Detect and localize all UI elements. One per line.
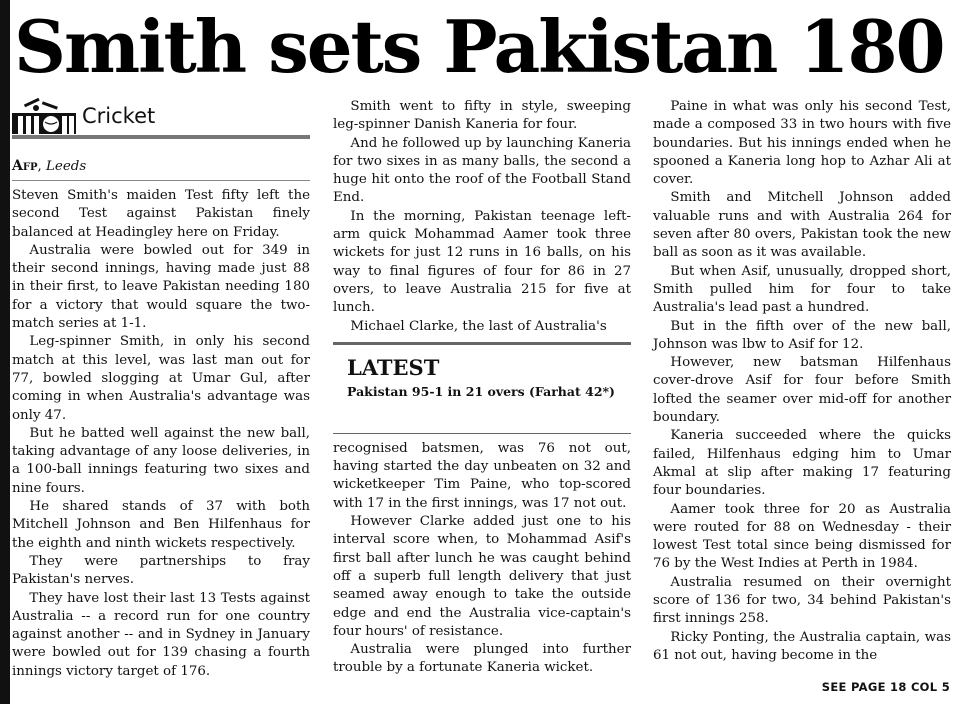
cricket-stumps-icon	[12, 98, 76, 134]
paragraph: Michael Clarke, the last of Australia's	[350, 318, 607, 334]
latest-score-box	[333, 342, 631, 434]
paragraph: Aamer took three for 20 as Australia were routed for 88 on Wednesday - their lowest Test total since being dismissed for 76 by the West Indies at Perth in 1984.	[653, 501, 951, 572]
paragraph: But in the fifth over of the new ball, Johnson was lbw to Asif for 12.	[653, 318, 951, 352]
headline: Smith sets Pakistan 180	[14, 4, 944, 89]
byline-rule	[12, 180, 310, 181]
section-label: Cricket	[82, 103, 156, 128]
paragraph: Leg-spinner Smith, in only his second match at this level, was last man out for 77, bowled slogging at Umar Gul, after coming in when Australia's advantage was only 47.	[12, 334, 310, 423]
paragraph: Steven Smith's maiden Test fifty left the second Test against Pakistan finely balanced at Headingley here on Friday.	[12, 188, 310, 240]
paragraph: He shared stands of 37 with both Mitchell Johnson and Ben Hilfenhaus for the eighth and ninth wickets respectively.	[12, 499, 310, 551]
paragraph: Smith went to fifty in style, sweeping leg-spinner Danish Kaneria for four.	[333, 99, 631, 133]
paragraph: However Clarke added just one to his interval score when, to Mohammad Asif's first ball after lunch he was caught behind off a superb full length delivery that just seamed away enough to take the outside edge and end the Australia vice-captain's four hours' of resistance.	[333, 514, 631, 639]
paragraph: Ricky Ponting, the Australia captain, was 61 not out, having become in the	[653, 629, 951, 663]
latest-score-text: Pakistan 95-1 in 21 overs (Farhat 42*)	[347, 383, 615, 399]
paragraph: Australia resumed on their overnight score of 136 for two, 34 behind Pakistan's first innings 258.	[653, 574, 951, 627]
paragraph: They have lost their last 13 Tests against Australia -- a record run for one country against another -- and in Sydney in January were bowled out for 139 chasing a fourth innings victory target of 176.	[12, 590, 310, 679]
byline-agency: Afp	[12, 158, 38, 174]
paragraph: In the morning, Pakistan teenage left-arm quick Mohammad Aamer took three wickets for just 12 runs in 16 balls, on his way to final figures of four for 86 in 27 overs, to leave Australia 215 for five at lunch.	[333, 208, 631, 316]
byline-place: Leeds	[46, 159, 87, 174]
column-2	[333, 98, 631, 678]
section-rule	[12, 135, 310, 139]
paragraph: Smith and Mitchell Johnson added valuable runs and with Australia 264 for seven after 80 overs, Pakistan took the new ball as soon as it was available.	[653, 190, 951, 261]
column-1	[12, 98, 310, 681]
paragraph: But when Asif, unusually, dropped short, Smith pulled him for four to take Australia's lead past a hundred.	[653, 263, 951, 316]
byline-separator: ,	[37, 159, 42, 174]
paragraph: And he followed up by launching Kaneria for two sixes in as many balls, the second a huge hit onto the roof of the Football Stand End.	[333, 135, 631, 206]
latest-title: LATEST	[347, 354, 440, 380]
continuation-jump: SEE PAGE 18 COL 5	[821, 680, 950, 694]
paragraph: Australia were bowled out for 349 in their second innings, having made just 88 in their first, to leave Pakistan needing 180 for a victory that would square the two-match series at 1-1.	[12, 242, 310, 332]
section-header	[12, 98, 310, 134]
paragraph: They were partnerships to fray Pakistan's nerves.	[12, 553, 310, 588]
left-margin-bar	[0, 0, 10, 704]
paragraph: However, new batsman Hilfenhaus cover-drove Asif for four before Smith lofted the seamer over mid-off for another boundary.	[653, 355, 951, 426]
paragraph: But he batted well against the new ball, taking advantage of any loose deliveries, in a 100-ball innings featuring two sixes and nine fours.	[12, 425, 310, 496]
paragraph: recognised batsmen, was 76 not out, having started the day unbeaten on 32 and wicketkeeper Tim Paine, who top-scored with 17 in the first innings, was 17 not out.	[333, 440, 631, 511]
paragraph: Australia were plunged into further trouble by a fortunate Kaneria wicket.	[333, 642, 631, 676]
paragraph: Kaneria succeeded where the quicks failed, Hilfenhaus edging him to Umar Akmal at slip after making 17 featuring four boundaries.	[653, 428, 951, 499]
paragraph: Paine in what was only his second Test, made a composed 33 in two hours with five boundaries. But his innings ended when he spooned a Kaneria long hop to Azhar Ali at cover.	[653, 99, 951, 188]
column-3	[653, 98, 951, 665]
byline	[12, 157, 310, 176]
